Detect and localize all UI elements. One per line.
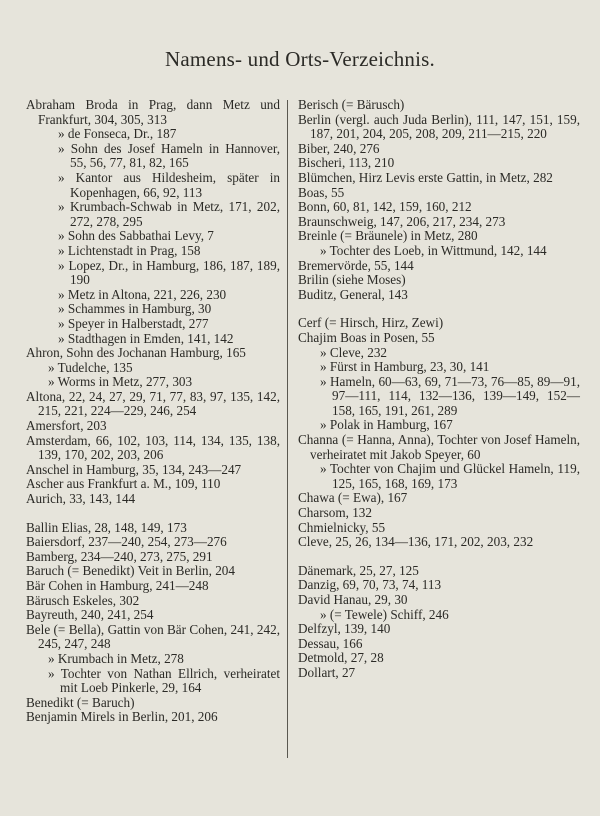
- index-entry: Berlin (vergl. auch Juda Berlin), 111, 147, 151, 159, 187, 201, 204, 205, 208, 209, 211—215, 220: [298, 111, 580, 142]
- index-entry: Bremervörde, 55, 144: [298, 257, 414, 273]
- index-entry: Aurich, 33, 143, 144: [26, 491, 136, 507]
- index-entry: Cleve, 25, 26, 134—136, 171, 202, 203, 232: [298, 534, 534, 550]
- index-entry: Bele (= Bella), Gattin von Bär Cohen, 241, 242, 245, 247, 248: [26, 621, 280, 652]
- index-entry: Detmold, 27, 28: [298, 650, 384, 666]
- index-entry: Amsterdam, 66, 102, 103, 114, 134, 135, 138, 139, 170, 202, 203, 206: [26, 432, 280, 463]
- index-entry: » Sohn des Sabbathai Levy, 7: [58, 228, 214, 244]
- index-entry: Chmielnicky, 55: [298, 519, 386, 535]
- section-gap: [298, 550, 580, 564]
- index-entry: » (= Tewele) Schiff, 246: [320, 606, 449, 622]
- index-entry: » Lopez, Dr., in Hamburg, 186, 187, 189, 190: [58, 257, 280, 288]
- index-entry: Bärusch Eskeles, 302: [26, 592, 140, 608]
- index-entry: Berisch (= Bärusch): [298, 97, 405, 112]
- index-entry: » Kantor aus Hildesheim, später in Kopenhagen, 66, 92, 113: [58, 169, 280, 200]
- index-entry: Brilin (siehe Moses): [298, 272, 406, 288]
- index-entry: Braunschweig, 147, 206, 217, 234, 273: [298, 213, 506, 229]
- index-entry: Cerf (= Hirsch, Hirz, Zewi): [298, 315, 444, 331]
- index-entry: Bamberg, 234—240, 273, 275, 291: [26, 548, 213, 564]
- index-entry: Bayreuth, 240, 241, 254: [26, 607, 154, 623]
- index-entry: Chawa (= Ewa), 167: [298, 490, 408, 506]
- index-entry: » Worms in Metz, 277, 303: [48, 374, 193, 390]
- left-column: [26, 98, 280, 725]
- index-entry: Benjamin Mirels in Berlin, 201, 206: [26, 709, 218, 725]
- index-entry: » Hameln, 60—63, 69, 71—73, 76—85, 89—91, 97—111, 114, 132—136, 139—149, 152—158, 165, 191, 261, 289: [320, 373, 580, 418]
- index-entry: Buditz, General, 143: [298, 286, 408, 302]
- index-entry: Bär Cohen in Hamburg, 241—248: [26, 578, 209, 593]
- index-entry: » Tochter von Nathan Ellrich, verheiratet mit Loeb Pinkerle, 29, 164: [48, 665, 280, 696]
- index-entry: » Stadthagen in Emden, 141, 142: [58, 330, 234, 346]
- index-entry: » Tochter des Loeb, in Wittmund, 142, 144: [320, 242, 547, 258]
- index-entry: » Tochter von Chajim und Glückel Hameln, 119, 125, 165, 168, 169, 173: [320, 461, 580, 491]
- index-entry: Altona, 22, 24, 27, 29, 71, 77, 83, 97, 135, 142, 215, 221, 224—229, 246, 254: [26, 388, 280, 419]
- index-entry: Bonn, 60, 81, 142, 159, 160, 212: [298, 199, 472, 215]
- index-entry: » Speyer in Halberstadt, 277: [58, 315, 209, 331]
- index-entry: Amersfort, 203: [26, 418, 107, 434]
- index-entry: » Metz in Altona, 221, 226, 230: [58, 286, 227, 302]
- index-entry: » Krumbach in Metz, 278: [48, 650, 184, 666]
- index-entry: » Lichtenstadt in Prag, 158: [58, 242, 201, 258]
- section-gap: [298, 302, 580, 316]
- index-entry: Bischeri, 113, 210: [298, 155, 395, 171]
- index-entry: Ascher aus Frankfurt a. M., 109, 110: [26, 476, 221, 492]
- index-entry: Dessau, 166: [298, 635, 363, 651]
- index-entry: Channa (= Hanna, Anna), Tochter von Josef Hameln, verheiratet mit Jakob Speyer, 60: [298, 432, 580, 462]
- index-entry: Baiersdorf, 237—240, 254, 273—276: [26, 534, 227, 550]
- section-gap: [26, 507, 280, 521]
- index-entry: Baruch (= Benedikt) Veit in Berlin, 204: [26, 563, 235, 579]
- index-entry: Chajim Boas in Posen, 55: [298, 329, 435, 345]
- index-entry: Charsom, 132: [298, 505, 372, 521]
- right-column: [298, 98, 580, 681]
- index-entry: » Polak in Hamburg, 167: [320, 417, 453, 433]
- index-entry: » Sohn des Josef Hameln in Hannover, 55, 56, 77, 81, 82, 165: [58, 140, 280, 171]
- index-entry: Delfzyl, 139, 140: [298, 621, 391, 637]
- index-entry: » Tudelche, 135: [48, 359, 133, 375]
- index-entry: Breinle (= Bräunele) in Metz, 280: [298, 228, 478, 244]
- index-entry: Ahron, Sohn des Jochanan Hamburg, 165: [26, 345, 246, 361]
- column-divider: [287, 100, 288, 758]
- index-entry: » Krumbach-Schwab in Metz, 171, 202, 272, 278, 295: [58, 199, 280, 229]
- index-entry: Dollart, 27: [298, 664, 356, 680]
- index-entry: Danzig, 69, 70, 73, 74, 113: [298, 577, 442, 593]
- index-entry: Boas, 55: [298, 184, 345, 200]
- index-entry: Benedikt (= Baruch): [26, 694, 135, 710]
- index-entry: Abraham Broda in Prag, dann Metz und Frankfurt, 304, 305, 313: [26, 97, 280, 127]
- index-entry: Biber, 240, 276: [298, 140, 380, 156]
- index-entry: Ballin Elias, 28, 148, 149, 173: [26, 519, 187, 535]
- index-entry: Anschel in Hamburg, 35, 134, 243—247: [26, 461, 242, 477]
- index-entry: » Cleve, 232: [320, 344, 388, 360]
- index-entry: » Fürst in Hamburg, 23, 30, 141: [320, 359, 490, 375]
- index-entry: David Hanau, 29, 30: [298, 592, 408, 607]
- page-title: Namens- und Orts-Verzeichnis.: [165, 47, 435, 71]
- index-entry: » de Fonseca, Dr., 187: [58, 126, 177, 142]
- index-entry: » Schammes in Hamburg, 30: [58, 301, 212, 317]
- index-entry: Blümchen, Hirz Levis erste Gattin, in Metz, 282: [298, 169, 553, 185]
- index-entry: Dänemark, 25, 27, 125: [298, 562, 419, 578]
